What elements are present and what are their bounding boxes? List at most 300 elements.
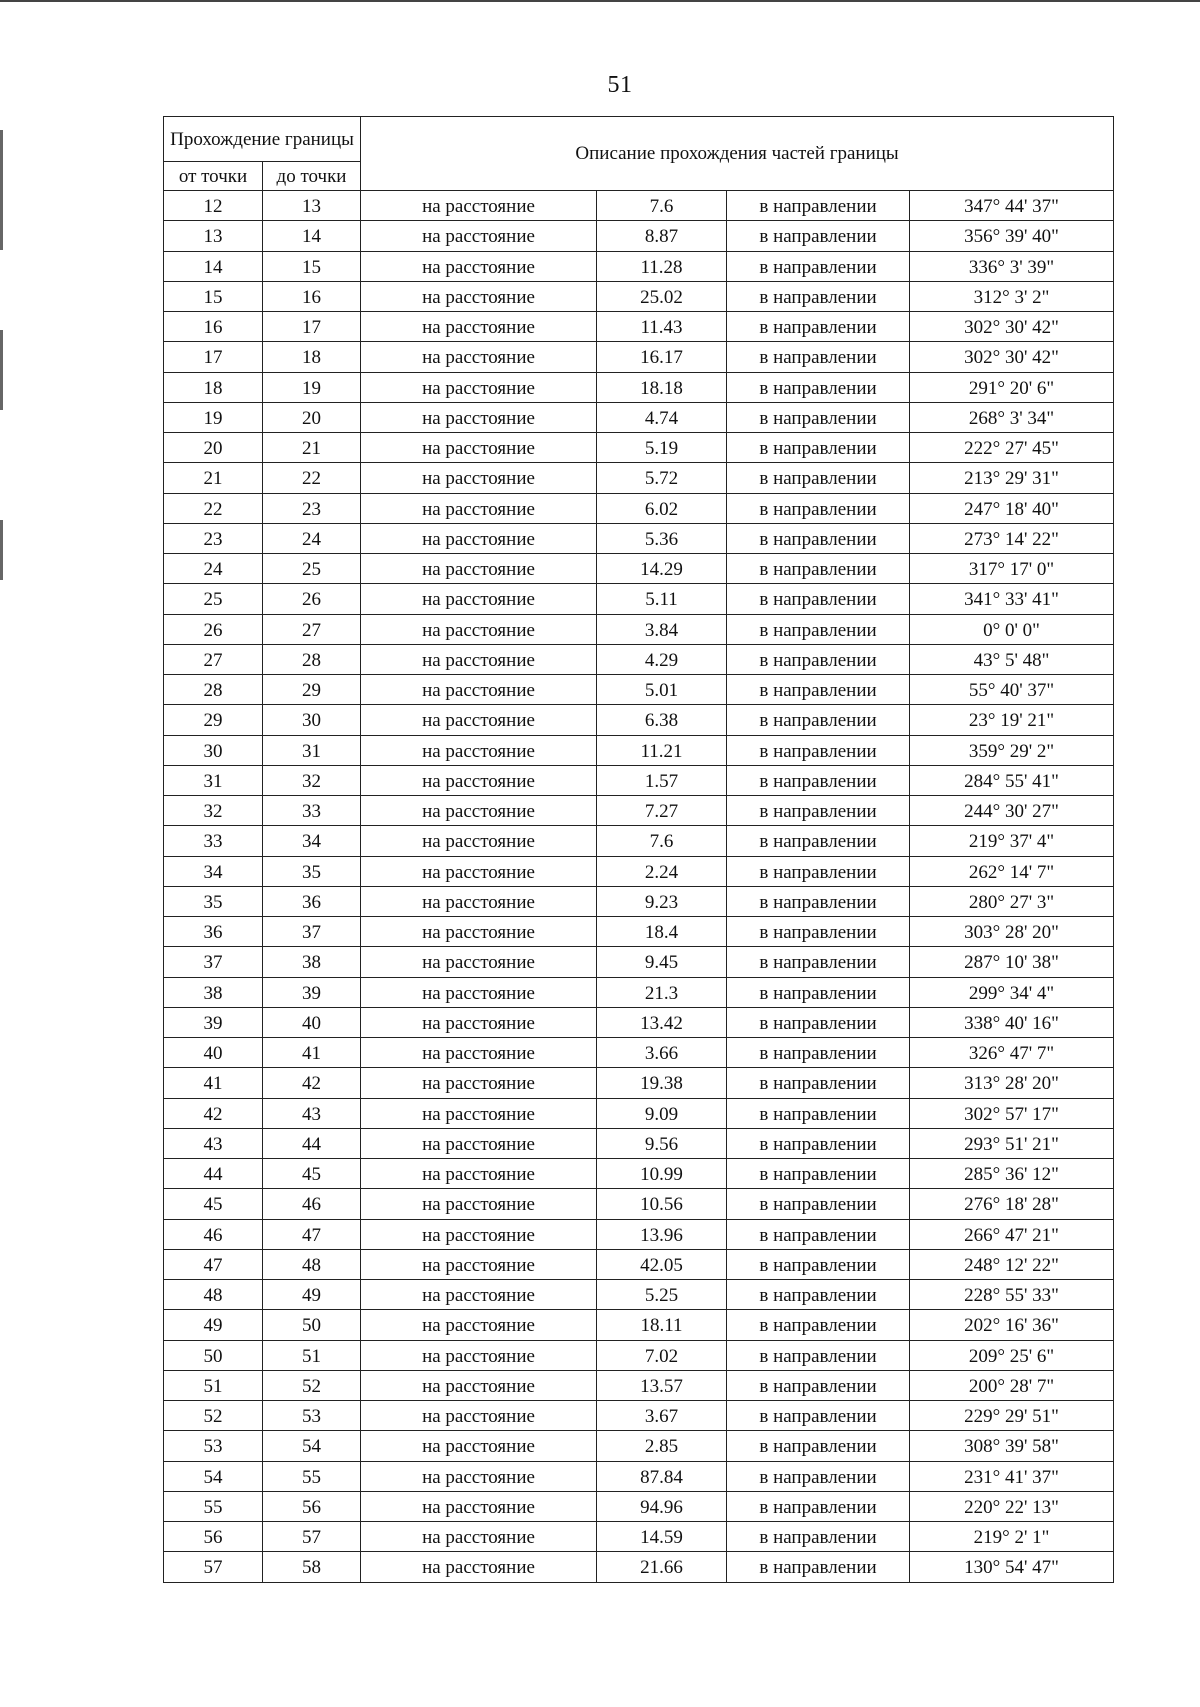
distance-value-cell: 5.19 bbox=[597, 433, 727, 463]
to-point-cell: 40 bbox=[263, 1007, 361, 1037]
table-row bbox=[164, 281, 1114, 311]
from-point-cell: 56 bbox=[164, 1522, 263, 1552]
distance-label-cell: на расстояние bbox=[361, 221, 597, 251]
table-row bbox=[164, 1461, 1114, 1491]
table-row bbox=[164, 947, 1114, 977]
direction-label-cell: в направлении bbox=[727, 1098, 910, 1128]
distance-label-cell: на расстояние bbox=[361, 191, 597, 221]
from-point-cell: 25 bbox=[164, 584, 263, 614]
direction-label-cell: в направлении bbox=[727, 281, 910, 311]
table-row bbox=[164, 765, 1114, 795]
distance-value-cell: 5.25 bbox=[597, 1280, 727, 1310]
from-point-cell: 26 bbox=[164, 614, 263, 644]
direction-value-cell: 248° 12' 22" bbox=[910, 1249, 1114, 1279]
table-row bbox=[164, 1340, 1114, 1370]
direction-value-cell: 130° 54' 47" bbox=[910, 1552, 1114, 1582]
direction-label-cell: в направлении bbox=[727, 1159, 910, 1189]
to-point-cell: 43 bbox=[263, 1098, 361, 1128]
distance-label-cell: на расстояние bbox=[361, 1189, 597, 1219]
direction-value-cell: 222° 27' 45" bbox=[910, 433, 1114, 463]
direction-label-cell: в направлении bbox=[727, 917, 910, 947]
from-point-cell: 40 bbox=[164, 1038, 263, 1068]
direction-value-cell: 317° 17' 0" bbox=[910, 554, 1114, 584]
direction-label-cell: в направлении bbox=[727, 312, 910, 342]
distance-value-cell: 87.84 bbox=[597, 1461, 727, 1491]
direction-value-cell: 55° 40' 37" bbox=[910, 675, 1114, 705]
to-point-cell: 13 bbox=[263, 191, 361, 221]
direction-value-cell: 219° 37' 4" bbox=[910, 826, 1114, 856]
direction-value-cell: 280° 27' 3" bbox=[910, 886, 1114, 916]
header-from-point: от точки bbox=[164, 162, 263, 191]
distance-value-cell: 10.99 bbox=[597, 1159, 727, 1189]
direction-label-cell: в направлении bbox=[727, 826, 910, 856]
from-point-cell: 18 bbox=[164, 372, 263, 402]
from-point-cell: 41 bbox=[164, 1068, 263, 1098]
table-row bbox=[164, 251, 1114, 281]
distance-value-cell: 10.56 bbox=[597, 1189, 727, 1219]
table-row bbox=[164, 342, 1114, 372]
distance-label-cell: на расстояние bbox=[361, 1068, 597, 1098]
to-point-cell: 29 bbox=[263, 675, 361, 705]
distance-label-cell: на расстояние bbox=[361, 1491, 597, 1521]
distance-label-cell: на расстояние bbox=[361, 1370, 597, 1400]
direction-label-cell: в направлении bbox=[727, 1461, 910, 1491]
to-point-cell: 57 bbox=[263, 1522, 361, 1552]
direction-label-cell: в направлении bbox=[727, 342, 910, 372]
table-row bbox=[164, 463, 1114, 493]
direction-label-cell: в направлении bbox=[727, 523, 910, 553]
distance-value-cell: 19.38 bbox=[597, 1068, 727, 1098]
direction-label-cell: в направлении bbox=[727, 1370, 910, 1400]
table-row bbox=[164, 1068, 1114, 1098]
direction-value-cell: 276° 18' 28" bbox=[910, 1189, 1114, 1219]
direction-value-cell: 302° 30' 42" bbox=[910, 312, 1114, 342]
distance-label-cell: на расстояние bbox=[361, 1522, 597, 1552]
direction-label-cell: в направлении bbox=[727, 1038, 910, 1068]
from-point-cell: 54 bbox=[164, 1461, 263, 1491]
scan-top-edge bbox=[0, 0, 1200, 2]
distance-value-cell: 42.05 bbox=[597, 1249, 727, 1279]
direction-value-cell: 302° 57' 17" bbox=[910, 1098, 1114, 1128]
to-point-cell: 34 bbox=[263, 826, 361, 856]
direction-value-cell: 336° 3' 39" bbox=[910, 251, 1114, 281]
direction-value-cell: 266° 47' 21" bbox=[910, 1219, 1114, 1249]
table-row bbox=[164, 1038, 1114, 1068]
distance-value-cell: 13.42 bbox=[597, 1007, 727, 1037]
direction-label-cell: в направлении bbox=[727, 191, 910, 221]
distance-label-cell: на расстояние bbox=[361, 1098, 597, 1128]
from-point-cell: 20 bbox=[164, 433, 263, 463]
table-row bbox=[164, 1431, 1114, 1461]
from-point-cell: 50 bbox=[164, 1340, 263, 1370]
to-point-cell: 41 bbox=[263, 1038, 361, 1068]
direction-value-cell: 231° 41' 37" bbox=[910, 1461, 1114, 1491]
table-row bbox=[164, 1219, 1114, 1249]
distance-value-cell: 5.36 bbox=[597, 523, 727, 553]
table-row bbox=[164, 917, 1114, 947]
to-point-cell: 33 bbox=[263, 796, 361, 826]
distance-label-cell: на расстояние bbox=[361, 251, 597, 281]
direction-label-cell: в направлении bbox=[727, 796, 910, 826]
table-row bbox=[164, 1280, 1114, 1310]
table-row bbox=[164, 1552, 1114, 1582]
from-point-cell: 55 bbox=[164, 1491, 263, 1521]
distance-label-cell: на расстояние bbox=[361, 342, 597, 372]
distance-label-cell: на расстояние bbox=[361, 1007, 597, 1037]
from-point-cell: 15 bbox=[164, 281, 263, 311]
distance-label-cell: на расстояние bbox=[361, 1280, 597, 1310]
distance-label-cell: на расстояние bbox=[361, 1461, 597, 1491]
direction-value-cell: 285° 36' 12" bbox=[910, 1159, 1114, 1189]
from-point-cell: 47 bbox=[164, 1249, 263, 1279]
table-row bbox=[164, 614, 1114, 644]
direction-label-cell: в направлении bbox=[727, 584, 910, 614]
distance-value-cell: 5.72 bbox=[597, 463, 727, 493]
from-point-cell: 35 bbox=[164, 886, 263, 916]
to-point-cell: 21 bbox=[263, 433, 361, 463]
distance-label-cell: на расстояние bbox=[361, 947, 597, 977]
to-point-cell: 32 bbox=[263, 765, 361, 795]
table-row bbox=[164, 826, 1114, 856]
table-row bbox=[164, 1249, 1114, 1279]
direction-value-cell: 312° 3' 2" bbox=[910, 281, 1114, 311]
direction-label-cell: в направлении bbox=[727, 1280, 910, 1310]
to-point-cell: 19 bbox=[263, 372, 361, 402]
to-point-cell: 46 bbox=[263, 1189, 361, 1219]
table-row bbox=[164, 886, 1114, 916]
distance-value-cell: 5.11 bbox=[597, 584, 727, 614]
to-point-cell: 25 bbox=[263, 554, 361, 584]
to-point-cell: 22 bbox=[263, 463, 361, 493]
from-point-cell: 32 bbox=[164, 796, 263, 826]
direction-label-cell: в направлении bbox=[727, 886, 910, 916]
distance-label-cell: на расстояние bbox=[361, 675, 597, 705]
distance-value-cell: 13.57 bbox=[597, 1370, 727, 1400]
distance-value-cell: 4.74 bbox=[597, 402, 727, 432]
direction-value-cell: 326° 47' 7" bbox=[910, 1038, 1114, 1068]
distance-label-cell: на расстояние bbox=[361, 856, 597, 886]
table-row bbox=[164, 523, 1114, 553]
direction-value-cell: 202° 16' 36" bbox=[910, 1310, 1114, 1340]
distance-value-cell: 6.02 bbox=[597, 493, 727, 523]
direction-label-cell: в направлении bbox=[727, 1522, 910, 1552]
direction-label-cell: в направлении bbox=[727, 251, 910, 281]
table-row bbox=[164, 402, 1114, 432]
to-point-cell: 51 bbox=[263, 1340, 361, 1370]
distance-label-cell: на расстояние bbox=[361, 1340, 597, 1370]
direction-label-cell: в направлении bbox=[727, 402, 910, 432]
direction-value-cell: 338° 40' 16" bbox=[910, 1007, 1114, 1037]
distance-label-cell: на расстояние bbox=[361, 705, 597, 735]
to-point-cell: 14 bbox=[263, 221, 361, 251]
distance-value-cell: 6.38 bbox=[597, 705, 727, 735]
table-row bbox=[164, 1189, 1114, 1219]
direction-value-cell: 287° 10' 38" bbox=[910, 947, 1114, 977]
distance-label-cell: на расстояние bbox=[361, 554, 597, 584]
from-point-cell: 52 bbox=[164, 1401, 263, 1431]
table-row bbox=[164, 977, 1114, 1007]
from-point-cell: 13 bbox=[164, 221, 263, 251]
from-point-cell: 34 bbox=[164, 856, 263, 886]
to-point-cell: 39 bbox=[263, 977, 361, 1007]
distance-label-cell: на расстояние bbox=[361, 1159, 597, 1189]
table-row bbox=[164, 735, 1114, 765]
direction-label-cell: в направлении bbox=[727, 705, 910, 735]
from-point-cell: 48 bbox=[164, 1280, 263, 1310]
distance-label-cell: на расстояние bbox=[361, 1038, 597, 1068]
table-row bbox=[164, 433, 1114, 463]
from-point-cell: 17 bbox=[164, 342, 263, 372]
table-row bbox=[164, 372, 1114, 402]
direction-value-cell: 308° 39' 58" bbox=[910, 1431, 1114, 1461]
to-point-cell: 44 bbox=[263, 1128, 361, 1158]
direction-value-cell: 284° 55' 41" bbox=[910, 765, 1114, 795]
direction-label-cell: в направлении bbox=[727, 614, 910, 644]
direction-label-cell: в направлении bbox=[727, 1219, 910, 1249]
direction-value-cell: 302° 30' 42" bbox=[910, 342, 1114, 372]
direction-label-cell: в направлении bbox=[727, 1068, 910, 1098]
distance-label-cell: на расстояние bbox=[361, 493, 597, 523]
from-point-cell: 43 bbox=[164, 1128, 263, 1158]
from-point-cell: 14 bbox=[164, 251, 263, 281]
direction-value-cell: 313° 28' 20" bbox=[910, 1068, 1114, 1098]
distance-value-cell: 7.6 bbox=[597, 191, 727, 221]
to-point-cell: 36 bbox=[263, 886, 361, 916]
distance-value-cell: 25.02 bbox=[597, 281, 727, 311]
distance-label-cell: на расстояние bbox=[361, 312, 597, 342]
from-point-cell: 21 bbox=[164, 463, 263, 493]
from-point-cell: 33 bbox=[164, 826, 263, 856]
distance-value-cell: 7.02 bbox=[597, 1340, 727, 1370]
to-point-cell: 37 bbox=[263, 917, 361, 947]
from-point-cell: 44 bbox=[164, 1159, 263, 1189]
distance-label-cell: на расстояние bbox=[361, 433, 597, 463]
direction-value-cell: 356° 39' 40" bbox=[910, 221, 1114, 251]
direction-value-cell: 293° 51' 21" bbox=[910, 1128, 1114, 1158]
distance-label-cell: на расстояние bbox=[361, 1401, 597, 1431]
table-row bbox=[164, 675, 1114, 705]
distance-label-cell: на расстояние bbox=[361, 796, 597, 826]
to-point-cell: 49 bbox=[263, 1280, 361, 1310]
distance-value-cell: 9.09 bbox=[597, 1098, 727, 1128]
distance-label-cell: на расстояние bbox=[361, 1219, 597, 1249]
distance-value-cell: 11.21 bbox=[597, 735, 727, 765]
direction-label-cell: в направлении bbox=[727, 463, 910, 493]
distance-value-cell: 21.3 bbox=[597, 977, 727, 1007]
from-point-cell: 53 bbox=[164, 1431, 263, 1461]
distance-label-cell: на расстояние bbox=[361, 977, 597, 1007]
to-point-cell: 24 bbox=[263, 523, 361, 553]
table-row bbox=[164, 1007, 1114, 1037]
from-point-cell: 22 bbox=[164, 493, 263, 523]
table-row bbox=[164, 796, 1114, 826]
from-point-cell: 23 bbox=[164, 523, 263, 553]
to-point-cell: 52 bbox=[263, 1370, 361, 1400]
table-row bbox=[164, 1491, 1114, 1521]
scan-left-edge-mark bbox=[0, 330, 3, 410]
table-row bbox=[164, 1310, 1114, 1340]
table-row bbox=[164, 1401, 1114, 1431]
to-point-cell: 47 bbox=[263, 1219, 361, 1249]
table-row bbox=[164, 644, 1114, 674]
table-row bbox=[164, 191, 1114, 221]
distance-value-cell: 14.59 bbox=[597, 1522, 727, 1552]
from-point-cell: 38 bbox=[164, 977, 263, 1007]
direction-label-cell: в направлении bbox=[727, 1128, 910, 1158]
direction-value-cell: 347° 44' 37" bbox=[910, 191, 1114, 221]
to-point-cell: 30 bbox=[263, 705, 361, 735]
distance-label-cell: на расстояние bbox=[361, 1431, 597, 1461]
to-point-cell: 15 bbox=[263, 251, 361, 281]
to-point-cell: 58 bbox=[263, 1552, 361, 1582]
direction-label-cell: в направлении bbox=[727, 1007, 910, 1037]
to-point-cell: 18 bbox=[263, 342, 361, 372]
table-row bbox=[164, 221, 1114, 251]
direction-value-cell: 299° 34' 4" bbox=[910, 977, 1114, 1007]
distance-label-cell: на расстояние bbox=[361, 584, 597, 614]
from-point-cell: 30 bbox=[164, 735, 263, 765]
direction-value-cell: 291° 20' 6" bbox=[910, 372, 1114, 402]
distance-label-cell: на расстояние bbox=[361, 1552, 597, 1582]
table-row bbox=[164, 1128, 1114, 1158]
from-point-cell: 49 bbox=[164, 1310, 263, 1340]
distance-value-cell: 13.96 bbox=[597, 1219, 727, 1249]
distance-value-cell: 3.66 bbox=[597, 1038, 727, 1068]
distance-label-cell: на расстояние bbox=[361, 402, 597, 432]
boundary-table bbox=[163, 116, 1114, 1583]
direction-label-cell: в направлении bbox=[727, 493, 910, 523]
direction-value-cell: 43° 5' 48" bbox=[910, 644, 1114, 674]
direction-label-cell: в направлении bbox=[727, 856, 910, 886]
distance-value-cell: 4.29 bbox=[597, 644, 727, 674]
to-point-cell: 35 bbox=[263, 856, 361, 886]
direction-label-cell: в направлении bbox=[727, 221, 910, 251]
to-point-cell: 16 bbox=[263, 281, 361, 311]
direction-value-cell: 219° 2' 1" bbox=[910, 1522, 1114, 1552]
to-point-cell: 27 bbox=[263, 614, 361, 644]
from-point-cell: 57 bbox=[164, 1552, 263, 1582]
direction-label-cell: в направлении bbox=[727, 675, 910, 705]
table-row bbox=[164, 312, 1114, 342]
to-point-cell: 56 bbox=[263, 1491, 361, 1521]
distance-value-cell: 2.24 bbox=[597, 856, 727, 886]
from-point-cell: 27 bbox=[164, 644, 263, 674]
distance-label-cell: на расстояние bbox=[361, 644, 597, 674]
to-point-cell: 23 bbox=[263, 493, 361, 523]
to-point-cell: 54 bbox=[263, 1431, 361, 1461]
distance-label-cell: на расстояние bbox=[361, 614, 597, 644]
to-point-cell: 53 bbox=[263, 1401, 361, 1431]
distance-value-cell: 9.45 bbox=[597, 947, 727, 977]
direction-value-cell: 303° 28' 20" bbox=[910, 917, 1114, 947]
to-point-cell: 45 bbox=[263, 1159, 361, 1189]
distance-label-cell: на расстояние bbox=[361, 463, 597, 493]
to-point-cell: 50 bbox=[263, 1310, 361, 1340]
distance-value-cell: 5.01 bbox=[597, 675, 727, 705]
from-point-cell: 39 bbox=[164, 1007, 263, 1037]
distance-value-cell: 9.56 bbox=[597, 1128, 727, 1158]
direction-label-cell: в направлении bbox=[727, 644, 910, 674]
table-row bbox=[164, 584, 1114, 614]
distance-value-cell: 18.11 bbox=[597, 1310, 727, 1340]
direction-label-cell: в направлении bbox=[727, 947, 910, 977]
distance-value-cell: 8.87 bbox=[597, 221, 727, 251]
header-description: Описание прохождения частей границы bbox=[361, 117, 1114, 191]
direction-value-cell: 209° 25' 6" bbox=[910, 1340, 1114, 1370]
distance-value-cell: 2.85 bbox=[597, 1431, 727, 1461]
from-point-cell: 31 bbox=[164, 765, 263, 795]
distance-label-cell: на расстояние bbox=[361, 917, 597, 947]
distance-value-cell: 7.6 bbox=[597, 826, 727, 856]
from-point-cell: 46 bbox=[164, 1219, 263, 1249]
direction-value-cell: 359° 29' 2" bbox=[910, 735, 1114, 765]
direction-label-cell: в направлении bbox=[727, 977, 910, 1007]
table-row bbox=[164, 1522, 1114, 1552]
to-point-cell: 28 bbox=[263, 644, 361, 674]
direction-label-cell: в направлении bbox=[727, 1310, 910, 1340]
scan-left-edge-mark bbox=[0, 520, 3, 580]
direction-value-cell: 23° 19' 21" bbox=[910, 705, 1114, 735]
table-row bbox=[164, 493, 1114, 523]
direction-value-cell: 268° 3' 34" bbox=[910, 402, 1114, 432]
distance-value-cell: 94.96 bbox=[597, 1491, 727, 1521]
table-row bbox=[164, 1370, 1114, 1400]
distance-value-cell: 11.28 bbox=[597, 251, 727, 281]
distance-value-cell: 3.84 bbox=[597, 614, 727, 644]
direction-value-cell: 244° 30' 27" bbox=[910, 796, 1114, 826]
direction-value-cell: 247° 18' 40" bbox=[910, 493, 1114, 523]
from-point-cell: 19 bbox=[164, 402, 263, 432]
distance-value-cell: 7.27 bbox=[597, 796, 727, 826]
scan-left-edge-mark bbox=[0, 130, 3, 250]
distance-value-cell: 16.17 bbox=[597, 342, 727, 372]
from-point-cell: 29 bbox=[164, 705, 263, 735]
direction-value-cell: 228° 55' 33" bbox=[910, 1280, 1114, 1310]
direction-value-cell: 220° 22' 13" bbox=[910, 1491, 1114, 1521]
direction-label-cell: в направлении bbox=[727, 1552, 910, 1582]
direction-value-cell: 273° 14' 22" bbox=[910, 523, 1114, 553]
direction-value-cell: 0° 0' 0" bbox=[910, 614, 1114, 644]
distance-value-cell: 14.29 bbox=[597, 554, 727, 584]
distance-label-cell: на расстояние bbox=[361, 1310, 597, 1340]
distance-label-cell: на расстояние bbox=[361, 826, 597, 856]
direction-label-cell: в направлении bbox=[727, 1249, 910, 1279]
from-point-cell: 28 bbox=[164, 675, 263, 705]
table-row bbox=[164, 554, 1114, 584]
direction-label-cell: в направлении bbox=[727, 735, 910, 765]
header-passage: Прохождение границы bbox=[164, 117, 361, 162]
from-point-cell: 36 bbox=[164, 917, 263, 947]
distance-label-cell: на расстояние bbox=[361, 886, 597, 916]
direction-value-cell: 213° 29' 31" bbox=[910, 463, 1114, 493]
from-point-cell: 37 bbox=[164, 947, 263, 977]
to-point-cell: 31 bbox=[263, 735, 361, 765]
to-point-cell: 55 bbox=[263, 1461, 361, 1491]
to-point-cell: 26 bbox=[263, 584, 361, 614]
direction-label-cell: в направлении bbox=[727, 554, 910, 584]
distance-label-cell: на расстояние bbox=[361, 1128, 597, 1158]
distance-value-cell: 3.67 bbox=[597, 1401, 727, 1431]
distance-value-cell: 9.23 bbox=[597, 886, 727, 916]
from-point-cell: 24 bbox=[164, 554, 263, 584]
distance-value-cell: 18.4 bbox=[597, 917, 727, 947]
direction-label-cell: в направлении bbox=[727, 1401, 910, 1431]
table-body bbox=[164, 191, 1114, 1583]
table-row bbox=[164, 856, 1114, 886]
page-number: 51 bbox=[607, 72, 633, 98]
direction-value-cell: 341° 33' 41" bbox=[910, 584, 1114, 614]
from-point-cell: 42 bbox=[164, 1098, 263, 1128]
